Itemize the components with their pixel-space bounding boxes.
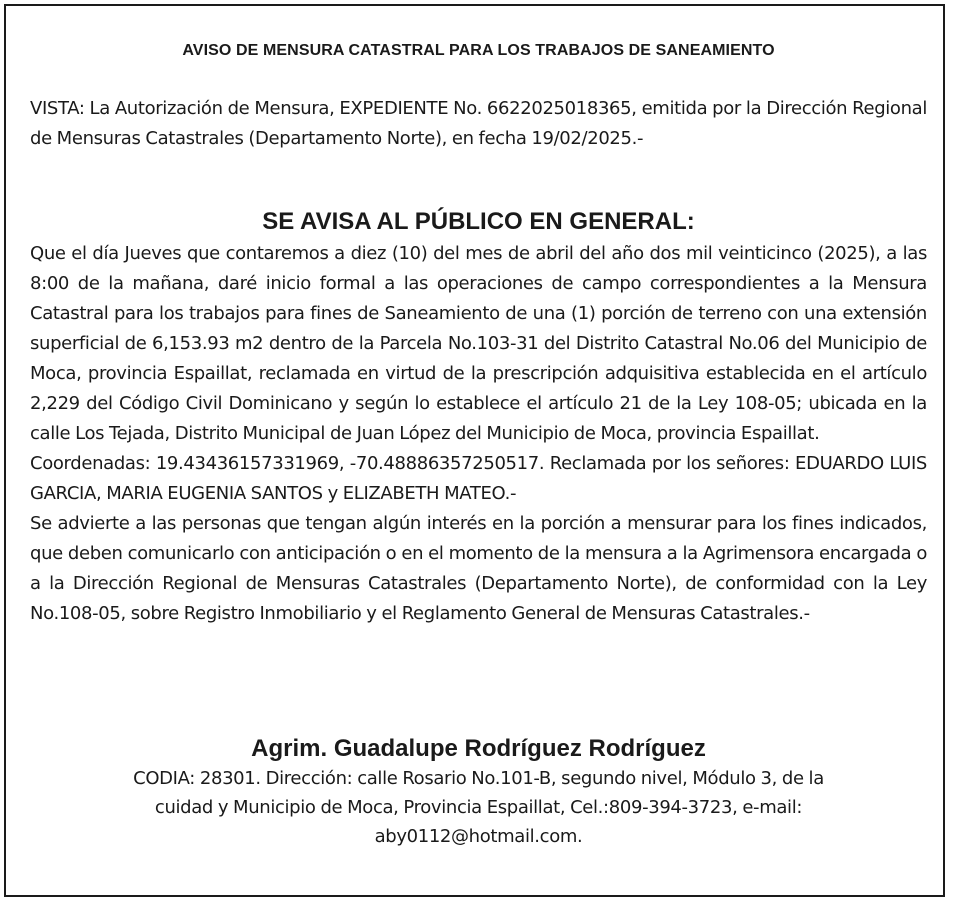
public-notice-heading: SE AVISA AL PÚBLICO EN GENERAL:	[262, 208, 695, 235]
notice-paragraph-warning: Se advierte a las personas que tengan algún interés en la porción a mensurar para los fines indicados, que deben comunicarlo con anticipación o en el momento de la mensura a la Agrimensora encargada o a la Dirección Regional de Mensuras Catastrales (Departamento Norte), de conformidad con la Ley No.108-05, sobre Registro Inmobiliario y el Reglamento General de Mensuras Catastrales.-	[30, 513, 927, 624]
notice-paragraph-operations: Que el día Jueves que contaremos a diez (10) del mes de abril del año dos mil veinticinco (2025), a las 8:00 de la mañana, daré inicio formal a las operaciones de campo correspondientes a la Mensura Catastral para los trabajos para fines de Saneamiento de una (1) porción de terreno con una extensión superficial de 6,153.93 m2 dentro de la Parcela No.103-31 del Distrito Catastral No.06 del Municipio de Moca, provincia Espaillat, reclamada en virtud de la prescripción adquisitiva establecida en el artículo 2,229 del Código Civil Dominicano y según lo establece el artículo 21 de la Ley 108-05; ubicada en la calle Los Tejada, Distrito Municipal de Juan López del Municipio de Moca, provincia Espaillat.	[30, 243, 927, 444]
vista-paragraph: VISTA: La Autorización de Mensura, EXPEDIENTE No. 6622025018365, emitida por la Dirección Regional de Mensuras Catastrales (Departamento Norte), en fecha 19/02/2025.-	[30, 98, 927, 149]
notice-paragraph-coordinates: Coordenadas: 19.43436157331969, -70.48886357250517. Reclamada por los señores: EDUARDO LUIS GARCIA, MARIA EUGENIA SANTOS y ELIZABETH MATEO.-	[30, 453, 927, 504]
surveyor-contact	[30, 764, 927, 851]
notice-body	[30, 239, 927, 629]
notice-frame	[4, 4, 945, 897]
vista-section	[30, 94, 927, 154]
surveyor-email: aby0112@hotmail.com.	[374, 826, 583, 847]
surveyor-contact-line-2: cuidad y Municipio de Moca, Provincia Espaillat, Cel.:809-394-3723, e-mail:	[154, 797, 803, 818]
notice-title: AVISO DE MENSURA CATASTRAL PARA LOS TRABAJOS DE SANEAMIENTO	[182, 42, 775, 59]
surveyor-name: Agrim. Guadalupe Rodríguez Rodríguez	[251, 735, 706, 762]
surveyor-contact-line-1: CODIA: 28301. Dirección: calle Rosario No.101-B, segundo nivel, Módulo 3, de la	[133, 768, 824, 789]
